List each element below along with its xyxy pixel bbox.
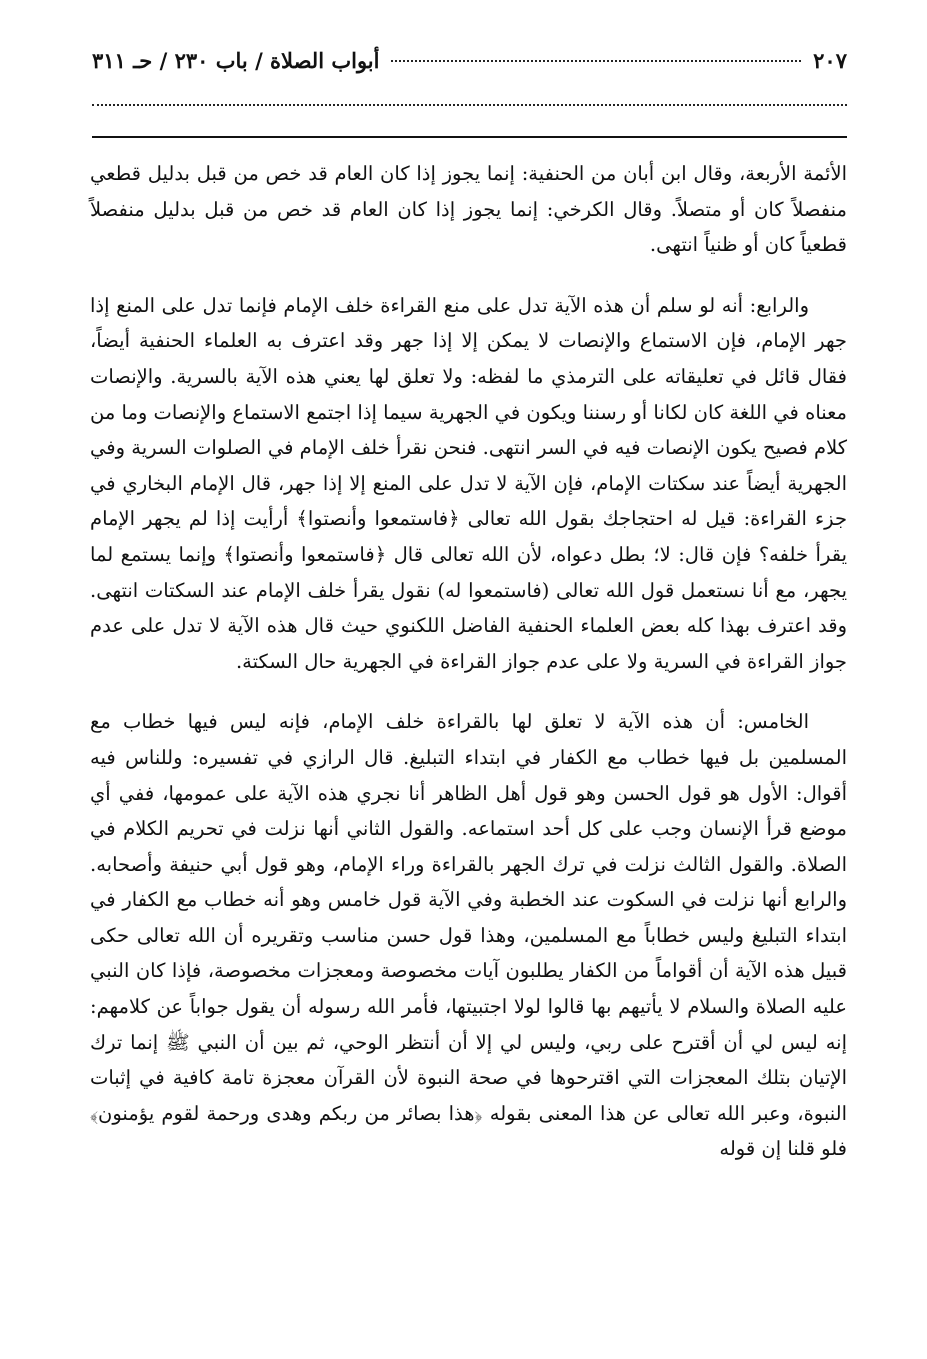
running-header <box>92 40 847 80</box>
page-body <box>90 156 847 1167</box>
paragraph-1: الأئمة الأربعة، وقال ابن أبان من الحنفية: إنما يجوز إذا كان العام قد خص من قبل بدليل قطعي منفصلاً كان أو متصلاً. وقال الكرخي: إنما يجوز إذا كان العام قد خص من قبل بدليل منفصلاً قطعياً كان أو ظنياً انتهى. <box>90 162 847 257</box>
header-solid-divider <box>92 136 847 138</box>
page-number: ٢٠٧ <box>813 47 847 73</box>
chapter-title: أبواب الصلاة / باب ٢٣٠ / حـ ٣١١ <box>92 47 380 73</box>
paragraph-3: الخامس: أن هذه الآية لا تعلق لها بالقراءة خلف الإمام، فإنه ليس فيها خطاب مع المسلمين بل فيها خطاب مع الكفار في ابتداء التبليغ. قال الرازي في تفسيره: وللناس فيه أقوال: الأول هو قول الحسن وهو قول أهل الظاهر أنا نجري هذه الآية على عمومها، ففي أي موضع قرأ الإنسان وجب على كل أحد استماعه. والقول الثاني أنها نزلت في تحريم الكلام في الصلاة. والقول الثالث نزلت في ترك الجهر بالقراءة وراء الإمام، وهو قول أبي حنيفة وأصحابه. والرابع أنها نزلت في السكوت عند الخطبة وفي الآية قول خامس وهو أنه خطاب مع الكفار في ابتداء التبليغ وليس خطاباً مع المسلمين، وهذا قول حسن مناسب وتقريره أن الله تعالى حكى قبيل هذه الآية أن أقواماً من الكفار يطلبون آيات مخصوصة ومعجزات مخصوصة، فإذا كان النبي عليه الصلاة والسلام لا يأتيهم بها قالوا لولا اجتبيتها، فأمر الله رسوله أن يقول جواباً عن كلامهم: إنه ليس لي أن أقترح على ربي، وليس لي إلا أن أنتظر الوحي، ثم بين أن النبي ﷺ إنما ترك الإتيان بتلك المعجزات التي اقترحوها في صحة النبوة لأن القرآن معجزة تامة كافية في إثبات النبوة، وعبر الله تعالى عن هذا المعنى بقوله ﴿هذا بصائر من ربكم وهدى ورحمة لقوم يؤمنون﴾ فلو قلنا إن قوله <box>90 710 847 1161</box>
paragraph-2: والرابع: أنه لو سلم أن هذه الآية تدل على منع القراءة خلف الإمام فإنما تدل على المنع إذا جهر الإمام، فإن الاستماع والإنصات لا يمكن إلا إذا جهر وقد اعترف به العلماء الحنفية أيضاً، فقال قائل في تعليقاته على الترمذي ما لفظه: ولا تعلق لها يعني هذه الآية بالسرية. والإنصات معناه في اللغة كان لكانا أو رسننا ويكون في الجهرية سيما إذا اجتمع الاستماع والإنصات وما من كلام فصيح يكون الإنصات فيه في السر انتهى. فنحن نقرأ خلف الإمام في الصلوات السرية وفي الجهرية أيضاً عند سكتات الإمام، فإن الآية لا تدل على المنع إلا إذا جهر، قال الإمام البخاري في جزء القراءة: قيل له احتجاجك بقول الله تعالى ﴿فاستمعوا وأنصتوا﴾ أرأيت إذا لم يجهر الإمام يقرأ خلفه؟ فإن قال: لا؛ بطل دعواه، لأن الله تعالى قال ﴿فاستمعوا وأنصتوا﴾ وإنما يستمع لما يجهر، مع أنا نستعمل قول الله تعالى (فاستمعوا له) نقول يقرأ خلف الإمام عند السكتات انتهى. وقد اعترف بهذا كله بعض العلماء الحنفية الفاضل اللكنوي حيث قال هذه الآية لا تدل على عدم جواز القراءة في السرية ولا على عدم جواز القراءة في الجهرية حال السكتة. <box>90 293 847 673</box>
header-dotted-divider <box>92 104 847 106</box>
header-dotted-leader <box>391 59 801 62</box>
